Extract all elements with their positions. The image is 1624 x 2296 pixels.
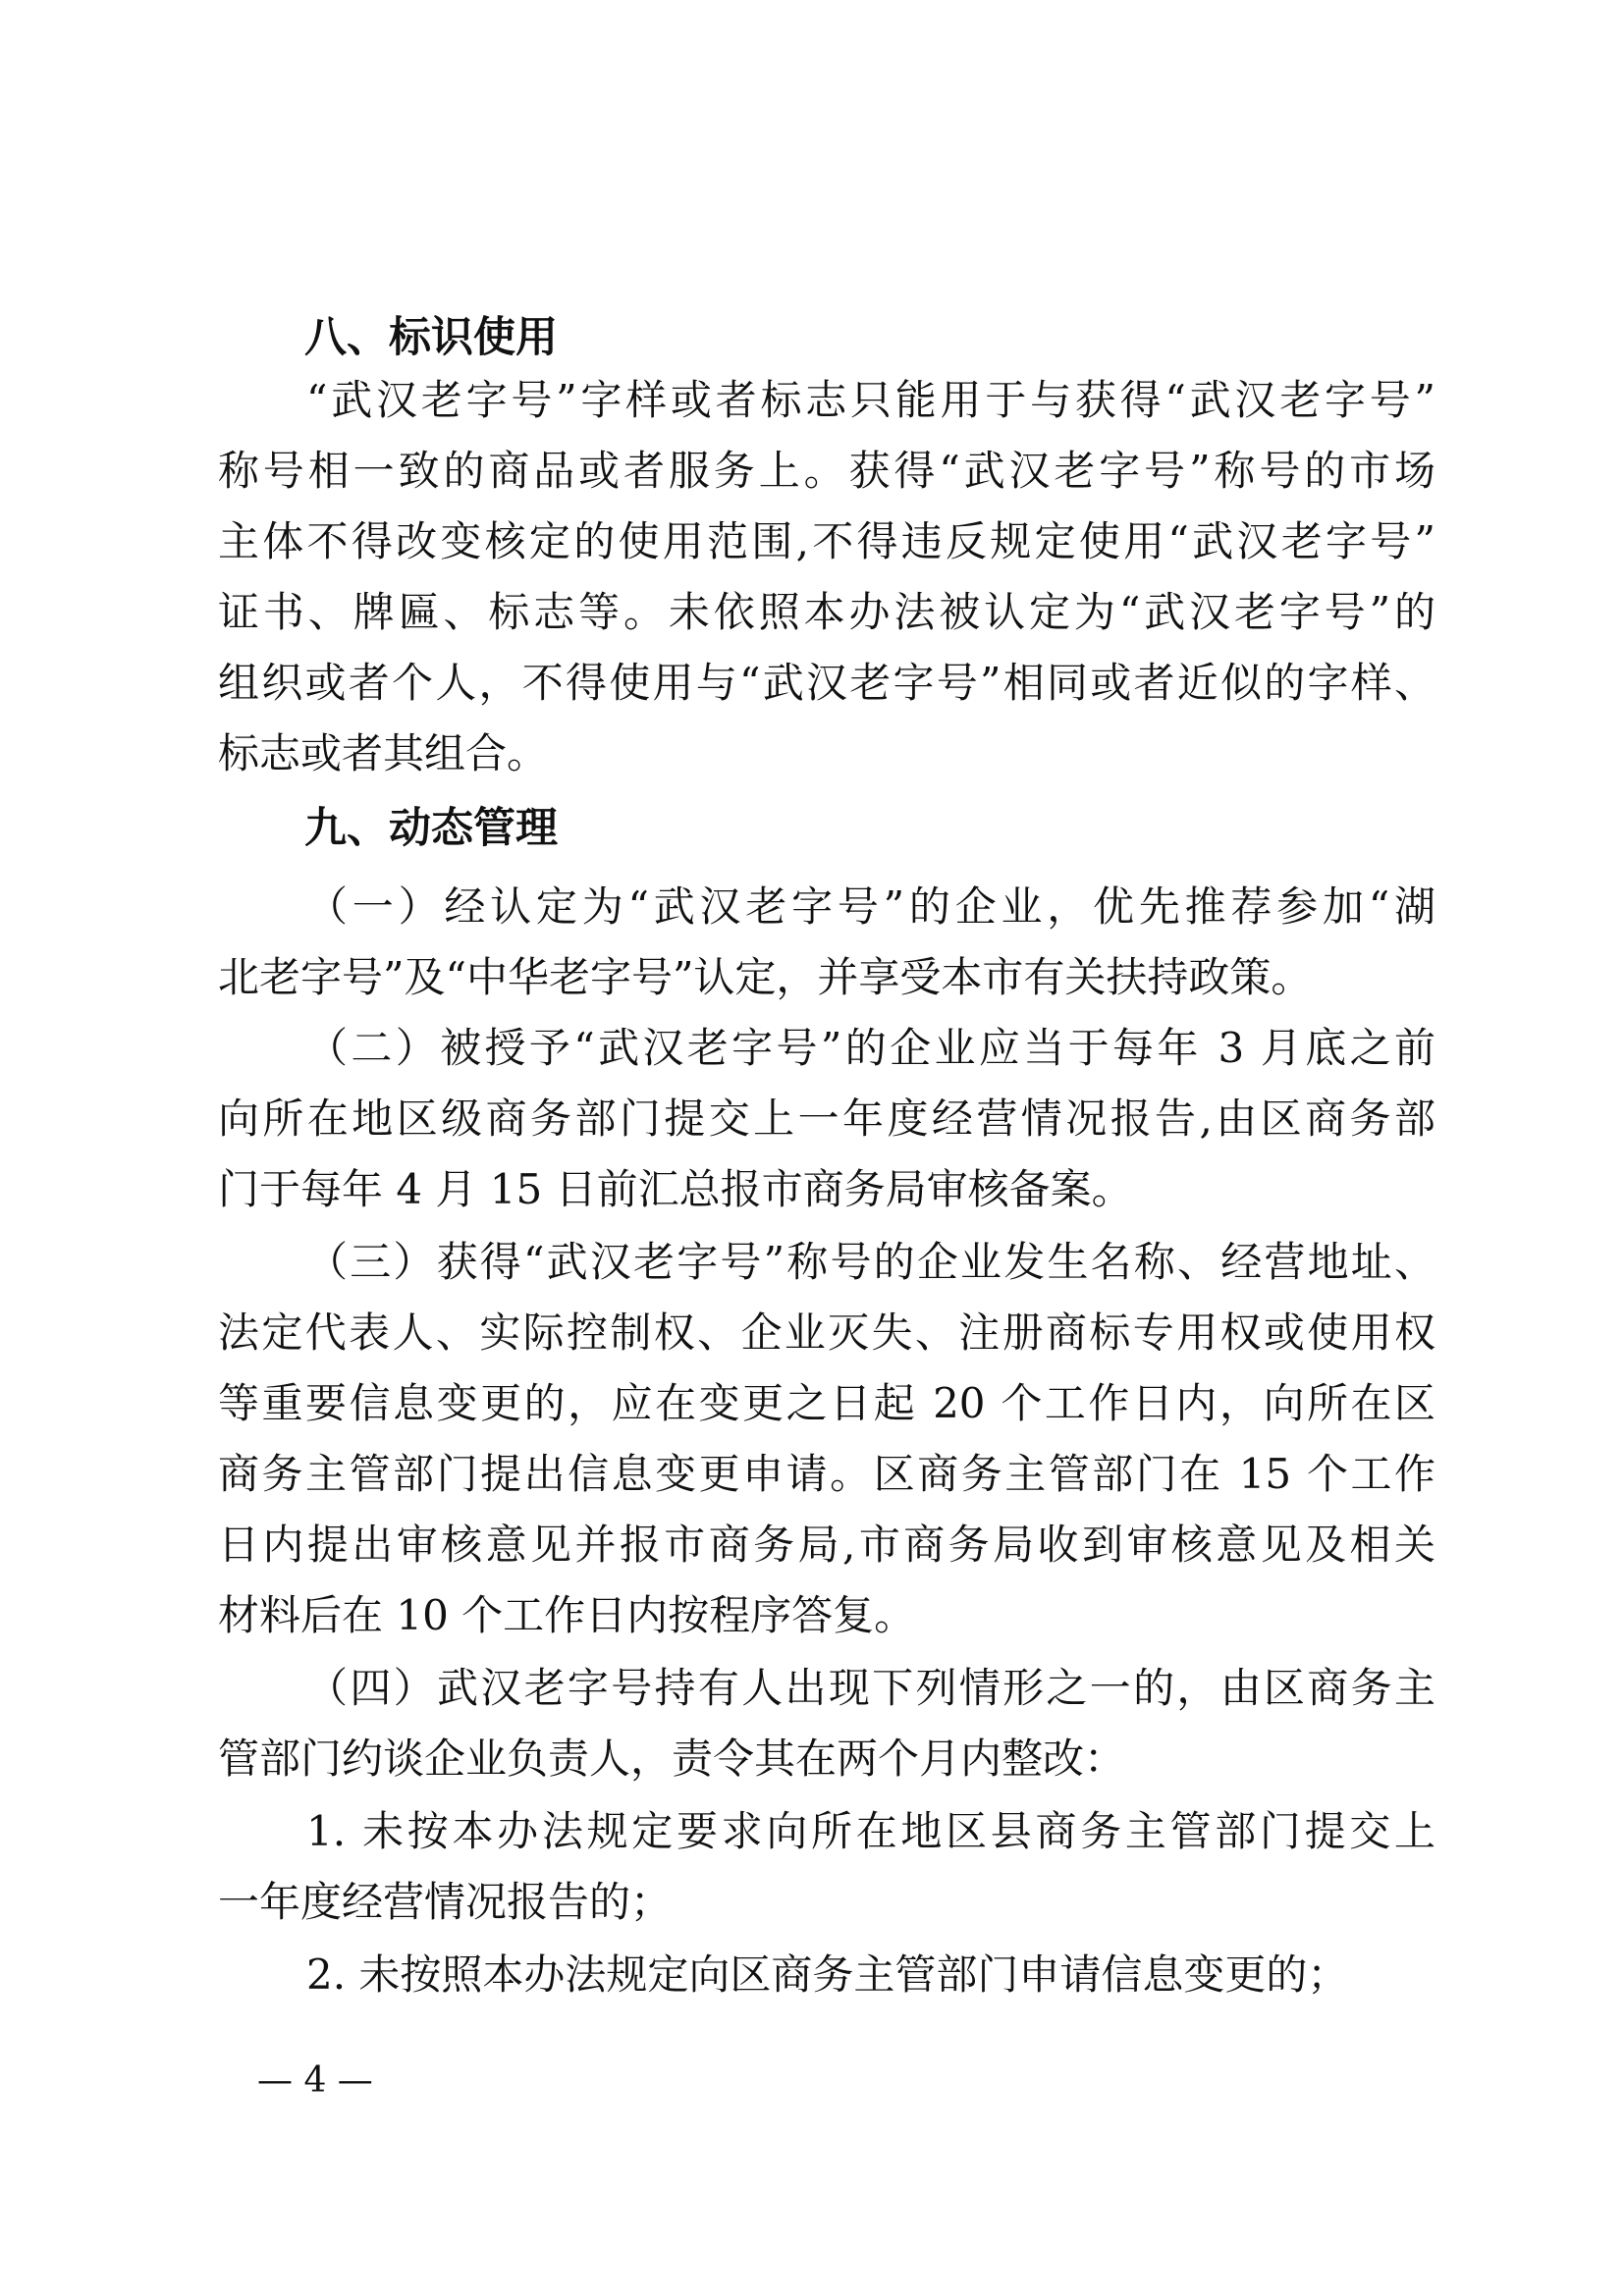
paragraph-line: （四）武汉老字号持有人出现下列情形之一的，由区商务主 (306, 1664, 1435, 1712)
section-heading-8: 八、标识使用 (304, 313, 558, 362)
paragraph-line: 材料后在 10 个工作日内按程序答复。 (218, 1591, 916, 1639)
paragraph-line: 证书、牌匾、标志等。未依照本办法被认定为“武汉老字号”的 (218, 588, 1435, 636)
paragraph-line: （二）被授予“武汉老字号”的企业应当于每年 3 月底之前 (306, 1024, 1435, 1072)
paragraph-line: 管部门约谈企业负责人，责令其在两个月内整改： (218, 1735, 1126, 1783)
section-heading-9: 九、动态管理 (304, 804, 558, 853)
paragraph-line: 北老字号”及“中华老字号”认定，并享受本市有关扶持政策。 (218, 953, 1313, 1001)
paragraph-line: 主体不得改变核定的使用范围,不得违反规定使用“武汉老字号” (218, 517, 1435, 565)
paragraph-line: （三）获得“武汉老字号”称号的企业发生名称、经营地址、 (306, 1238, 1435, 1286)
paragraph-line: 标志或者其组合。 (218, 729, 549, 777)
paragraph-line: 称号相一致的商品或者服务上。获得“武汉老字号”称号的市场 (218, 447, 1435, 495)
paragraph-line: 法定代表人、实际控制权、企业灭失、注册商标专用权或使用权 (218, 1308, 1435, 1357)
list-item-line: 1. 未按本办法规定要求向所在地区县商务主管部门提交上 (306, 1807, 1435, 1855)
paragraph-line: （一）经认定为“武汉老字号”的企业，优先推荐参加“湖 (306, 882, 1435, 931)
paragraph-line: 等重要信息变更的，应在变更之日起 20 个工作日内，向所在区 (218, 1379, 1435, 1427)
list-item-line: 2. 未按照本办法规定向区商务主管部门申请信息变更的； (306, 1950, 1349, 1999)
paragraph-line: 商务主管部门提出信息变更申请。区商务主管部门在 15 个工作 (218, 1450, 1435, 1498)
page-number: — 4 — (257, 2060, 373, 2101)
paragraph-line: 向所在地区级商务部门提交上一年度经营情况报告,由区商务部 (218, 1095, 1435, 1143)
paragraph-line: 门于每年 4 月 15 日前汇总报市商务局审核备案。 (218, 1165, 1133, 1213)
paragraph-line: “武汉老字号”字样或者标志只能用于与获得“武汉老字号” (306, 376, 1435, 424)
paragraph-line: 日内提出审核意见并报市商务局,市商务局收到审核意见及相关 (218, 1521, 1435, 1569)
paragraph-line: 组织或者个人，不得使用与“武汉老字号”相同或者近似的字样、 (218, 659, 1435, 707)
list-item-line: 一年度经营情况报告的； (218, 1878, 673, 1926)
